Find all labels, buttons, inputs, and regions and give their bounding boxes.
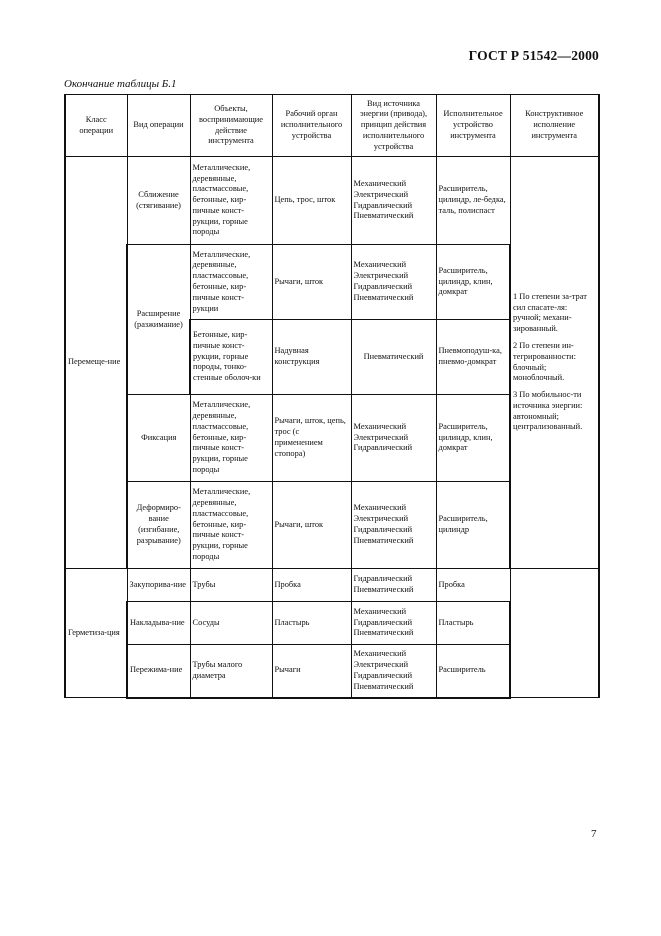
device-cell: Расширитель, цилиндр: [436, 482, 510, 569]
working-organ-cell: Рычаги, шток: [272, 245, 351, 320]
table-caption: Окончание таблицы Б.1: [64, 78, 177, 90]
objects-cell: Бетонные, кир-пичные конст-рукции, горные породы, тонко-стенные оболоч-ки: [190, 320, 272, 395]
working-organ-cell: Пластырь: [272, 602, 351, 645]
energy-source-cell: Механический Электрический Гидравлический Пневматический: [351, 157, 436, 245]
working-organ-cell: Пробка: [272, 569, 351, 602]
energy-source-cell: Механический Электрический Гидравлический Пневматический: [351, 482, 436, 569]
column-header: Вид источника энергии (привода), принцип действия исполнительного устройства: [351, 95, 436, 157]
column-header: Конструктивное исполнение инструмента: [510, 95, 599, 157]
operation-class-cell: Перемеще-ние: [65, 157, 127, 569]
standard-number: ГОСТ Р 51542—2000: [468, 48, 599, 63]
objects-cell: Трубы малого диаметра: [190, 645, 272, 698]
device-cell: Пластырь: [436, 602, 510, 645]
working-organ-cell: Рычаги: [272, 645, 351, 698]
note-item: 1 По степени за-трат сил спасате-ля: ручной; механи-зированный.: [513, 291, 587, 334]
operation-type-cell: Деформиро-вание (изгибание, разрывание): [127, 482, 190, 569]
objects-cell: Металлические, деревянные, пластмассовые, бетонные, кир-пичные конст-рукции, горные породы: [190, 482, 272, 569]
working-organ-cell: Рычаги, шток: [272, 482, 351, 569]
operation-type-cell: Расширение (разжимание): [127, 245, 190, 395]
page-number: 7: [591, 828, 597, 840]
working-organ-cell: Надувная конструкция: [272, 320, 351, 395]
device-cell: Расширитель, цилиндр, клин, домкрат: [436, 245, 510, 320]
energy-source-cell: Механический Электрический Гидравлический: [351, 395, 436, 482]
column-header: Объекты, воспринимающие действие инструмента: [190, 95, 272, 157]
note-item: 3 По мобильнос-ти источника энергии: автономный; централизованный.: [513, 390, 583, 432]
energy-source-cell: Механический Гидравлический Пневматический: [351, 602, 436, 645]
note-item: 2 По степени ин-тегрированности: блочный; моноблочный.: [513, 340, 576, 383]
device-cell: Пробка: [436, 569, 510, 602]
operation-type-cell: Пережима-ние: [127, 645, 190, 698]
table-row: [65, 569, 599, 602]
operation-type-cell: Накладыва-ние: [127, 602, 190, 645]
working-organ-cell: Цепь, трос, шток: [272, 157, 351, 245]
device-cell: Расширитель, цилиндр, клин, домкрат: [436, 395, 510, 482]
operation-type-cell: Закупорива-ние: [127, 569, 190, 602]
objects-cell: Металлические, деревянные, пластмассовые, бетонные, кир-пичные конст-рукции: [190, 245, 272, 320]
objects-cell: Сосуды: [190, 602, 272, 645]
table-row: [65, 157, 599, 245]
device-cell: Расширитель: [436, 645, 510, 698]
column-header: Класс операции: [65, 95, 127, 157]
column-header: Исполнительное устройство инструмента: [436, 95, 510, 157]
operation-type-cell: Сближение (стягивание): [127, 157, 190, 245]
energy-source-cell: Механический Электрический Гидравлический Пневматический: [351, 245, 436, 320]
operation-class-cell: Герметиза-ция: [65, 569, 127, 698]
objects-cell: Металлические, деревянные, пластмассовые, бетонные, кир-пичные конст-рукции, горные породы: [190, 395, 272, 482]
data-table: [64, 94, 600, 699]
device-cell: Расширитель, цилиндр, ле-бедка, таль, полиспаст: [436, 157, 510, 245]
empty-cell: [510, 569, 599, 698]
energy-source-cell: Пневматический: [351, 320, 436, 395]
objects-cell: Трубы: [190, 569, 272, 602]
column-header: Вид операции: [127, 95, 190, 157]
working-organ-cell: Рычаги, шток, цепь, трос (с применением стопора): [272, 395, 351, 482]
table-header-row: [65, 95, 599, 157]
design-notes-cell: [510, 157, 599, 569]
column-header: Рабочий орган исполнительного устройства: [272, 95, 351, 157]
operation-type-cell: Фиксация: [127, 395, 190, 482]
objects-cell: Металлические, деревянные, пластмассовые, бетонные, кир-пичные конст-рукции, горные породы: [190, 157, 272, 245]
energy-source-cell: Гидравлический Пневматический: [351, 569, 436, 602]
device-cell: Пневмоподуш-ка, пневмо-домкрат: [436, 320, 510, 395]
energy-source-cell: Механический Электрический Гидравлический Пневматический: [351, 645, 436, 698]
